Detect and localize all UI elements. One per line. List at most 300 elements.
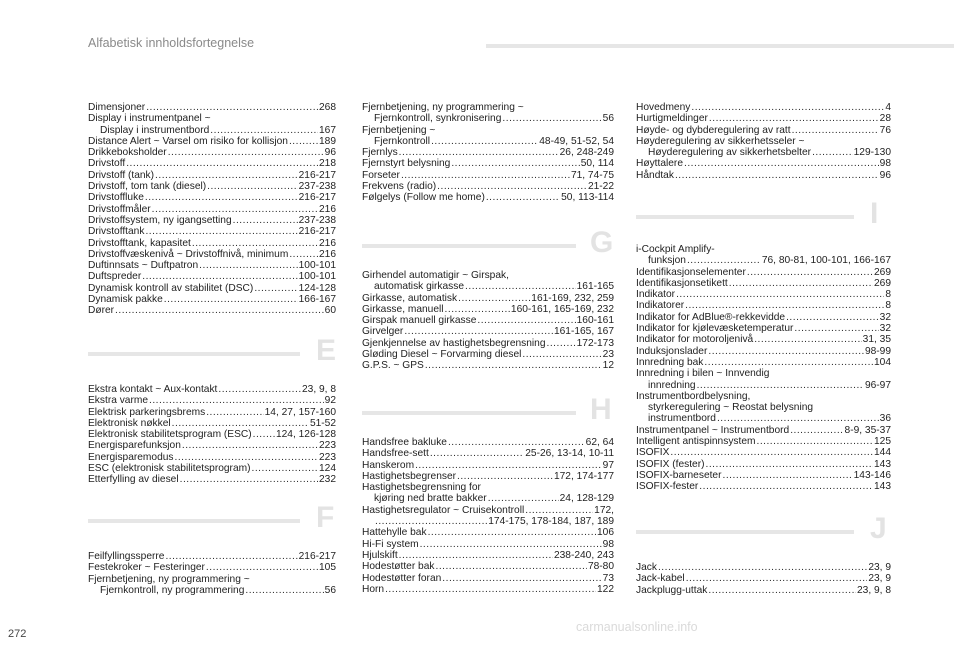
leader-dots: [704, 357, 873, 368]
entry-pages: 23, 9: [868, 562, 891, 573]
entry-term: Horn: [362, 583, 385, 595]
index-entry: [636, 425, 891, 436]
entry-term: Girkasse, manuell: [362, 303, 444, 315]
index-entry: [636, 447, 891, 458]
leader-dots: [684, 158, 879, 169]
index-entry: [636, 170, 891, 181]
index-entry: [88, 192, 336, 203]
entry-pages: 160-161: [576, 315, 614, 327]
entry-term: Hastighetsbegrenser: [362, 470, 457, 482]
index-entry: [636, 147, 891, 158]
entry-pages: 97: [602, 459, 614, 471]
section-h-cont: [636, 102, 891, 181]
entry-term: funksjon: [648, 255, 686, 267]
entry-term: Feilfyllingssperre: [88, 551, 165, 562]
index-entry: [88, 181, 336, 192]
entry-pages: 28: [879, 113, 891, 125]
entry-pages: 76: [879, 124, 891, 136]
index-entry: [88, 125, 336, 136]
entry-pages: 56: [602, 113, 614, 125]
index-entry: [362, 550, 614, 561]
entry-pages: 76, 80-81, 100-101, 166-167: [761, 255, 891, 267]
index-entry: [362, 338, 614, 349]
index-entry: [88, 395, 336, 406]
entry-pages: 14, 27, 157-160: [264, 406, 336, 418]
entry-pages: 122: [597, 583, 614, 595]
leader-dots: [756, 436, 873, 447]
leader-dots: [458, 293, 530, 304]
index-entry: [88, 440, 336, 451]
index-entry: [636, 158, 891, 169]
entry-term: Indikator for AdBlue®-rekkevidde: [636, 311, 786, 323]
entry-pages: 172,: [594, 504, 614, 516]
entry-pages: 269: [874, 277, 891, 289]
entry-pages: 23, 9, 8: [857, 584, 891, 596]
entry-term: Fjernlys: [362, 147, 398, 159]
leader-dots: [375, 516, 487, 527]
entry-pages: 237-238: [298, 214, 336, 226]
index-entry: [362, 181, 614, 192]
entry-pages: 73: [602, 572, 614, 584]
entry-term: ISOFIX-fester: [636, 481, 699, 493]
entry-pages: 124, 126-128: [275, 429, 336, 441]
leader-dots: [180, 474, 318, 485]
entry-pages: 189: [319, 135, 336, 147]
index-entry: [636, 102, 891, 113]
entry-term: Høyttalere: [636, 158, 683, 170]
entry-pages: 23, 9: [868, 573, 891, 585]
leader-dots: [790, 425, 843, 436]
entry-term: Hanskerom: [362, 459, 415, 471]
index-entry: [362, 158, 614, 169]
entry-pages: 98: [879, 158, 891, 170]
leader-dots: [717, 413, 879, 424]
section-j: [636, 562, 891, 596]
section-d: [88, 102, 336, 317]
leader-dots: [172, 418, 309, 429]
leader-dots: [142, 271, 297, 282]
index-entry: [636, 481, 891, 492]
entry-term: Drivstoffmåler: [88, 203, 151, 215]
entry-pages: 238-240, 243: [553, 549, 614, 561]
index-entry-heading: Fjernbetjening ~: [362, 124, 436, 136]
index-entry: [88, 136, 336, 147]
index-entry: [88, 407, 336, 418]
index-entry: [88, 474, 336, 485]
entry-pages: 92: [324, 395, 336, 407]
entry-term: G.P.S. ~ GPS: [362, 360, 424, 372]
entry-term: Drivstoffluke: [88, 192, 144, 204]
entry-term: Håndtak: [636, 169, 674, 181]
entry-pages: 106: [597, 527, 614, 539]
entry-pages: 216-217: [298, 226, 336, 238]
entry-term: Forseter: [362, 169, 400, 181]
index-entry: [362, 505, 614, 516]
leader-dots: [254, 283, 297, 294]
index-entry: [362, 561, 614, 572]
entry-term: ESC (elektronisk stabilitetsprogram): [88, 463, 251, 475]
divider-j: [636, 530, 854, 534]
entry-pages: 96: [324, 147, 336, 159]
index-entry: [636, 300, 891, 311]
leader-dots: [428, 527, 596, 538]
entry-term: Indikator: [636, 289, 676, 301]
leader-dots: [658, 562, 867, 573]
index-entry: [362, 437, 614, 448]
leader-dots: [289, 249, 318, 260]
entry-term: Drivstoff: [88, 158, 126, 170]
entry-pages: 143: [874, 481, 891, 493]
index-entry: [362, 493, 614, 504]
leader-dots: [252, 463, 319, 474]
index-entry: [362, 281, 614, 292]
leader-dots: [210, 125, 318, 136]
entry-term: Intelligent antispinnsystem: [636, 436, 756, 448]
leader-dots: [522, 349, 601, 360]
entry-pages: 166-167: [298, 294, 336, 306]
entry-pages: 100-101: [298, 260, 336, 272]
entry-term: Fjernkontroll, synkronisering: [374, 113, 502, 125]
index-entry: [88, 226, 336, 237]
index-entry: [88, 463, 336, 474]
entry-term: Gjenkjennelse av hastighetsbegrensning: [362, 337, 546, 349]
entry-pages: 172-173: [576, 337, 614, 349]
entry-pages: 31, 35: [862, 334, 891, 346]
entry-term: Festekroker ~ Festeringer: [88, 562, 205, 574]
entry-term: Jackplugg-uttak: [636, 584, 708, 596]
leader-dots: [547, 338, 576, 349]
index-entry: [362, 539, 614, 550]
section-i: [636, 244, 891, 493]
entry-pages: 51-52: [309, 417, 336, 429]
entry-pages: 23, 9, 8: [302, 384, 336, 395]
entry-pages: 21-22: [587, 181, 614, 193]
entry-pages: 161-165, 167: [553, 326, 614, 338]
leader-dots: [792, 125, 879, 136]
index-entry: [636, 312, 891, 323]
entry-pages: 161-165: [576, 281, 614, 293]
entry-term: Etterfylling av diesel: [88, 474, 179, 486]
leader-dots: [145, 192, 298, 203]
entry-pages: 269: [874, 266, 891, 278]
section-e: [88, 384, 336, 486]
leader-dots: [399, 147, 559, 158]
section-f-cont: [362, 102, 614, 204]
header-divider: [486, 44, 954, 48]
entry-term: Hodestøtter foran: [362, 572, 442, 584]
leader-dots: [794, 323, 878, 334]
entry-term: Girvelger: [362, 326, 404, 338]
index-entry: [362, 584, 614, 595]
entry-term: Hovedmeny: [636, 102, 691, 113]
leader-dots: [175, 452, 318, 463]
leader-dots: [199, 260, 297, 271]
entry-term: Jack-kabel: [636, 573, 685, 585]
watermark: carmanualsonline.info: [576, 620, 698, 634]
index-entry: [88, 271, 336, 282]
entry-term: Frekvens (radio): [362, 181, 437, 193]
leader-dots: [708, 346, 864, 357]
leader-dots: [155, 170, 298, 181]
entry-term: Elektrisk parkeringsbrems: [88, 406, 206, 418]
index-entry-heading: Fjernbetjening, ny programmering ~: [88, 573, 250, 585]
entry-pages: 60: [324, 305, 336, 317]
entry-pages: 161-169, 232, 259: [531, 292, 614, 304]
leader-dots: [253, 429, 275, 440]
leader-dots: [691, 102, 884, 113]
leader-dots: [165, 551, 297, 562]
leader-dots: [164, 294, 298, 305]
index-entry-heading: Fjernbetjening, ny programmering ~: [362, 102, 524, 113]
entry-pages: 78-80: [587, 561, 614, 573]
entry-term: Drivstoff (tank): [88, 169, 155, 181]
entry-pages: 105: [319, 562, 336, 574]
entry-term: Display i instrumentbord: [100, 124, 210, 136]
divider-i: [636, 215, 854, 219]
index-entry: [88, 384, 336, 395]
index-entry: [88, 147, 336, 158]
letter-i: I: [870, 197, 879, 230]
leader-dots: [168, 147, 324, 158]
index-entry: [88, 294, 336, 305]
leader-dots: [723, 470, 853, 481]
entry-term: Gløding Diesel ~ Forvarming diesel: [362, 349, 522, 361]
entry-pages: 216-217: [298, 192, 336, 204]
entry-pages: 4: [885, 102, 891, 113]
entry-pages: 36: [879, 413, 891, 425]
leader-dots: [401, 170, 570, 181]
leader-dots: [754, 334, 861, 345]
leader-dots: [420, 539, 602, 550]
entry-pages: 96: [879, 169, 891, 181]
index-entry: [636, 413, 891, 424]
entry-term: Dynamisk kontroll av stabilitet (DSC): [88, 282, 254, 294]
entry-term: Dimensjoner: [88, 102, 146, 113]
leader-dots: [477, 315, 575, 326]
index-entry: [88, 102, 336, 113]
leader-dots: [233, 215, 298, 226]
entry-pages: 124: [319, 463, 336, 475]
entry-pages: 232: [319, 474, 336, 486]
index-entry: [362, 349, 614, 360]
index-entry: [362, 136, 614, 147]
entry-term: Hurtigmeldinger: [636, 113, 708, 125]
index-entry: [362, 147, 614, 158]
entry-pages: 172, 174-177: [553, 470, 614, 482]
entry-pages: 216: [319, 203, 336, 215]
entry-term: Dynamisk pakke: [88, 294, 163, 306]
index-entry-heading: Girhendel automatigir ~ Girspak,: [362, 270, 509, 281]
entry-pages: 223: [319, 451, 336, 463]
index-entry: [362, 326, 614, 337]
leader-dots: [502, 113, 601, 124]
leader-dots: [697, 380, 864, 391]
index-entry: [88, 215, 336, 226]
entry-term: Hodestøtter bak: [362, 561, 435, 573]
index-entry: [88, 585, 336, 596]
leader-dots: [206, 562, 318, 573]
index-entry: [88, 305, 336, 316]
entry-term: Drivstoff, tom tank (diesel): [88, 181, 207, 193]
entry-pages: 23: [602, 349, 614, 361]
leader-dots: [747, 267, 873, 278]
leader-dots: [115, 305, 324, 316]
leader-dots: [445, 304, 510, 315]
entry-pages: 100-101: [298, 271, 336, 283]
entry-term: Fjernstyrt belysning: [362, 158, 451, 170]
entry-term: Følgelys (Follow me home): [362, 192, 485, 204]
index-entry: [636, 334, 891, 345]
leader-dots: [448, 437, 585, 448]
index-entry: [636, 289, 891, 300]
entry-term: Drivstofftank, kapasitet: [88, 237, 191, 249]
entry-pages: 8: [885, 289, 891, 301]
index-entry: [362, 192, 614, 203]
entry-term: Fjernkontroll, ny programmering: [100, 584, 245, 596]
index-entry: [636, 113, 891, 124]
letter-g: G: [590, 226, 614, 259]
leader-dots: [699, 481, 873, 492]
leader-dots: [437, 181, 587, 192]
index-entry: [362, 293, 614, 304]
leader-dots: [676, 289, 884, 300]
entry-pages: 50, 114: [580, 158, 614, 170]
index-entry: [88, 158, 336, 169]
entry-pages: 48-49, 51-52, 54: [539, 135, 614, 147]
index-entry-heading: Hastighetsbegrensning for: [362, 482, 481, 494]
leader-dots: [430, 448, 524, 459]
leader-dots: [786, 312, 879, 323]
entry-term: Høyderegulering av sikkerhetsbelter: [648, 147, 812, 159]
entry-term: Innredning bak: [636, 356, 704, 368]
entry-pages: 12: [602, 360, 614, 372]
leader-dots: [404, 326, 553, 337]
entry-term: instrumentbord: [648, 413, 716, 425]
index-entry: [362, 516, 614, 527]
entry-pages: 160-161, 165-169, 232: [510, 303, 614, 315]
entry-term: Handsfree-sett: [362, 448, 429, 460]
entry-pages: 216: [319, 248, 336, 260]
divider-e: [88, 352, 300, 356]
entry-term: Indikatorer: [636, 300, 685, 312]
leader-dots: [670, 447, 873, 458]
index-entry: [636, 585, 891, 596]
entry-pages: 216-217: [298, 169, 336, 181]
entry-term: Girkasse, automatisk: [362, 292, 458, 304]
entry-term: Identifikasjonsetikett: [636, 277, 728, 289]
entry-pages: 144: [874, 447, 891, 459]
entry-term: kjøring ned bratte bakker: [374, 493, 487, 505]
section-f: [88, 551, 336, 596]
leader-dots: [182, 440, 318, 451]
entry-pages: 129-130: [853, 147, 891, 159]
letter-j: J: [870, 512, 887, 545]
index-entry: [636, 323, 891, 334]
entry-pages: 71, 74-75: [570, 169, 614, 181]
leader-dots: [451, 158, 579, 169]
letter-e: E: [316, 334, 337, 367]
entry-pages: 25-26, 13-14, 10-11: [525, 448, 614, 460]
entry-pages: 124-128: [298, 282, 336, 294]
leader-dots: [245, 585, 323, 596]
index-entry: [88, 170, 336, 181]
entry-pages: 32: [879, 311, 891, 323]
index-entry: [88, 238, 336, 249]
index-entry-heading: Instrumentbordbelysning,: [636, 390, 751, 402]
index-entry-heading: styrkeregulering ~ Reostat belysning: [648, 402, 814, 414]
index-entry: [88, 283, 336, 294]
page-title: Alfabetisk innholdsfortegnelse: [88, 36, 255, 50]
entry-term: ISOFIX-barneseter: [636, 469, 722, 481]
leader-dots: [442, 573, 601, 584]
leader-dots: [706, 459, 874, 470]
entry-term: Duftspreder: [88, 271, 142, 283]
entry-pages: 50, 113-114: [561, 192, 614, 204]
leader-dots: [149, 395, 324, 406]
entry-pages: 62, 64: [585, 437, 614, 448]
entry-term: Indikator for motoroljenivå: [636, 334, 754, 346]
leader-dots: [812, 147, 853, 158]
leader-dots: [192, 238, 318, 249]
leader-dots: [399, 550, 553, 561]
entry-term: Ekstra kontakt ~ Aux-kontakt: [88, 384, 218, 395]
index-entry: [88, 260, 336, 271]
index-entry-heading: Display i instrumentpanel ~: [88, 113, 211, 125]
entry-term: Drikkeboksholder: [88, 147, 167, 159]
index-entry-heading: Innredning i bilen ~ Innvendig: [636, 368, 770, 380]
entry-term: Girspak manuell girkasse: [362, 315, 477, 327]
entry-pages: 98-99: [864, 345, 891, 357]
leader-dots: [207, 181, 297, 192]
entry-pages: 223: [319, 440, 336, 452]
entry-term: Drivstofftank: [88, 226, 145, 238]
entry-pages: 143: [874, 458, 891, 470]
leader-dots: [145, 226, 297, 237]
leader-dots: [385, 584, 596, 595]
entry-pages: 167: [319, 124, 336, 136]
entry-term: Jack: [636, 562, 657, 573]
leader-dots: [686, 573, 868, 584]
entry-pages: 125: [874, 436, 891, 448]
index-entry: [636, 562, 891, 573]
section-g: [362, 270, 614, 372]
entry-pages: 174-175, 178-184, 187, 189: [488, 516, 614, 528]
index-entry: [362, 471, 614, 482]
index-entry-heading: Høyderegulering av sikkerhetsseler ~: [636, 135, 805, 147]
entry-pages: 216: [319, 237, 336, 249]
index-entry: [636, 470, 891, 481]
leader-dots: [289, 136, 318, 147]
entry-term: Energisparefunksjon: [88, 440, 181, 452]
divider-g: [362, 244, 576, 248]
leader-dots: [206, 407, 263, 418]
entry-pages: 24, 128-129: [559, 493, 614, 505]
entry-pages: 96-97: [864, 379, 891, 391]
leader-dots: [486, 192, 560, 203]
index-entry: [88, 249, 336, 260]
index-entry: [88, 562, 336, 573]
index-entry: [636, 255, 891, 266]
index-entry: [362, 113, 614, 124]
index-entry: [636, 125, 891, 136]
index-entry: [362, 527, 614, 538]
index-entry: [362, 360, 614, 371]
index-entry: [636, 346, 891, 357]
entry-pages: 268: [319, 102, 336, 113]
index-entry: [362, 170, 614, 181]
leader-dots: [685, 300, 884, 311]
leader-dots: [152, 204, 318, 215]
